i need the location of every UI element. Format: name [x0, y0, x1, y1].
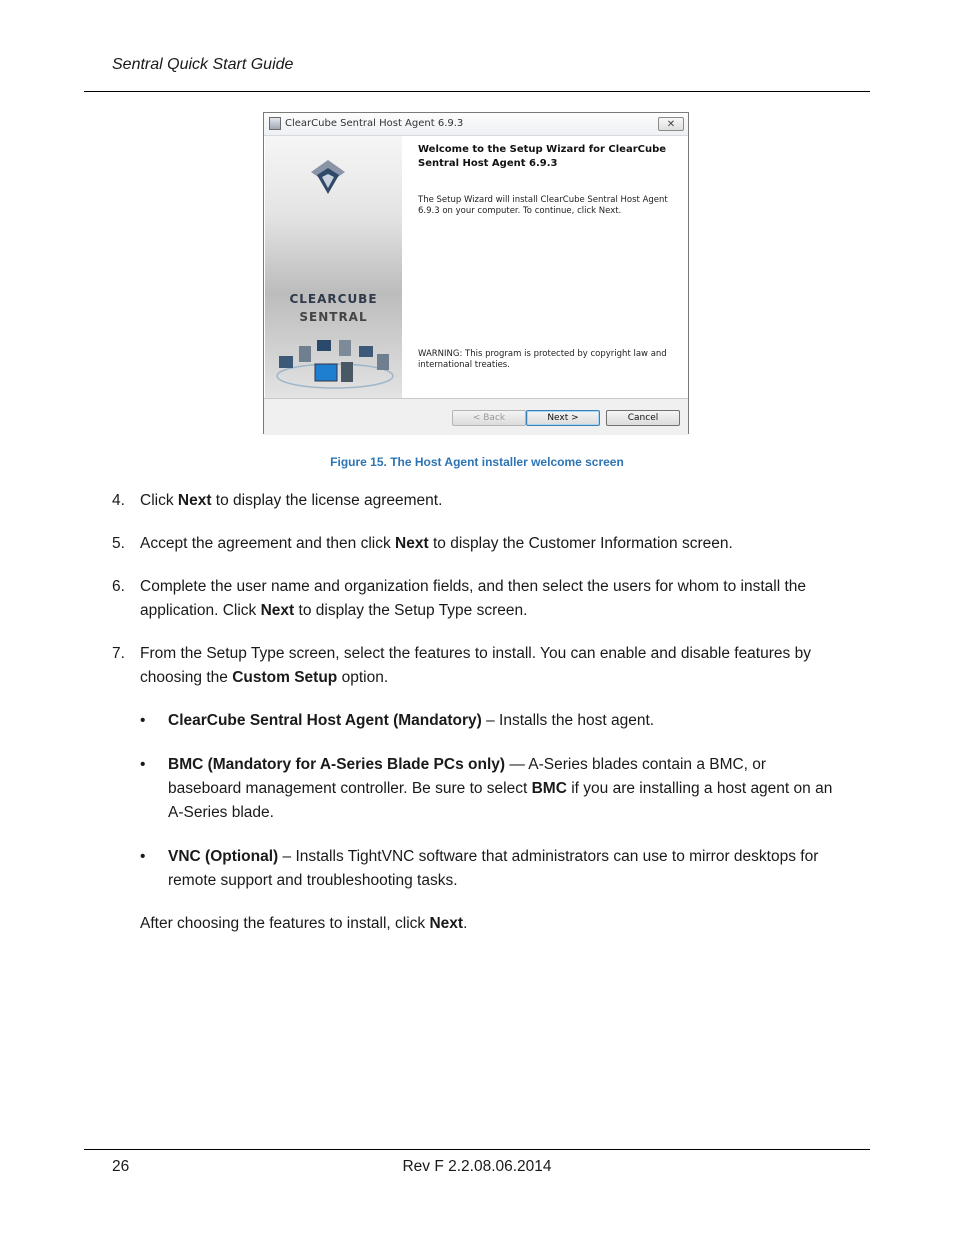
back-button[interactable]: < Back	[452, 410, 526, 426]
step-text: From the Setup Type screen, select the features to install. You can enable and disable features by choosing the Custom Setup option.	[140, 645, 811, 686]
running-header: Sentral Quick Start Guide	[112, 56, 294, 73]
bullet-icon: •	[140, 712, 146, 729]
bullet-text: ClearCube Sentral Host Agent (Mandatory) – Installs the host agent.	[168, 712, 655, 729]
clearcube-logo-icon	[309, 158, 347, 196]
step-text: Complete the user name and organization fields, and then select the users for whom to install the application. Click Next to display the Setup Type screen.	[140, 578, 807, 619]
step-number: 7.	[112, 645, 125, 662]
wizard-heading: Welcome to the Setup Wizard for ClearCube Sentral Host Agent 6.9.3	[418, 144, 667, 169]
step-text: Accept the agreement and then click Next to display the Customer Information screen.	[140, 535, 733, 552]
step-number: 5.	[112, 535, 125, 552]
close-button[interactable]: ✕	[658, 117, 684, 131]
wizard-content	[418, 143, 678, 217]
cancel-button[interactable]: Cancel	[606, 410, 680, 426]
figure-caption: Figure 15. The Host Agent installer welcome screen	[330, 455, 624, 469]
dialog-button-bar	[264, 398, 688, 435]
bullet-text: BMC (Mandatory for A-Series Blade PCs only) — A-Series blades contain a BMC, or baseboard management controller. Be sure to select BMC if you are installing a host agent on an A-Series blade.	[168, 756, 833, 821]
installer-icon	[269, 117, 281, 130]
installer-dialog-screenshot	[263, 112, 689, 434]
revision-label: Rev F 2.2.08.06.2014	[402, 1158, 552, 1175]
bullet-icon: •	[140, 848, 146, 865]
copyright-warning: WARNING: This program is protected by copyright law and international treaties.	[418, 349, 667, 370]
step-number: 6.	[112, 578, 125, 595]
networked-computers-illustration	[271, 326, 399, 392]
step-number: 4.	[112, 492, 125, 509]
logo-clearcube-text: CLEARCUBE	[289, 292, 378, 306]
dialog-titlebar	[264, 113, 688, 136]
dialog-title: ClearCube Sentral Host Agent 6.9.3	[285, 118, 464, 129]
bullet-text: VNC (Optional) – Installs TightVNC software that administrators can use to mirror desktops for remote support and troubleshooting tasks.	[168, 848, 819, 889]
step-text: Click Next to display the license agreement.	[140, 492, 443, 509]
header-rule	[84, 91, 870, 92]
footer-rule	[84, 1149, 870, 1150]
next-button[interactable]: Next >	[526, 410, 600, 426]
logo-sentral-text: SENTRAL	[299, 310, 368, 324]
closing-paragraph: After choosing the features to install, click Next.	[140, 915, 468, 932]
wizard-side-banner	[265, 136, 402, 398]
bullet-icon: •	[140, 756, 146, 773]
page-number: 26	[112, 1158, 130, 1175]
wizard-description: The Setup Wizard will install ClearCube Sentral Host Agent 6.9.3 on your computer. To continue, click Next.	[418, 195, 668, 216]
